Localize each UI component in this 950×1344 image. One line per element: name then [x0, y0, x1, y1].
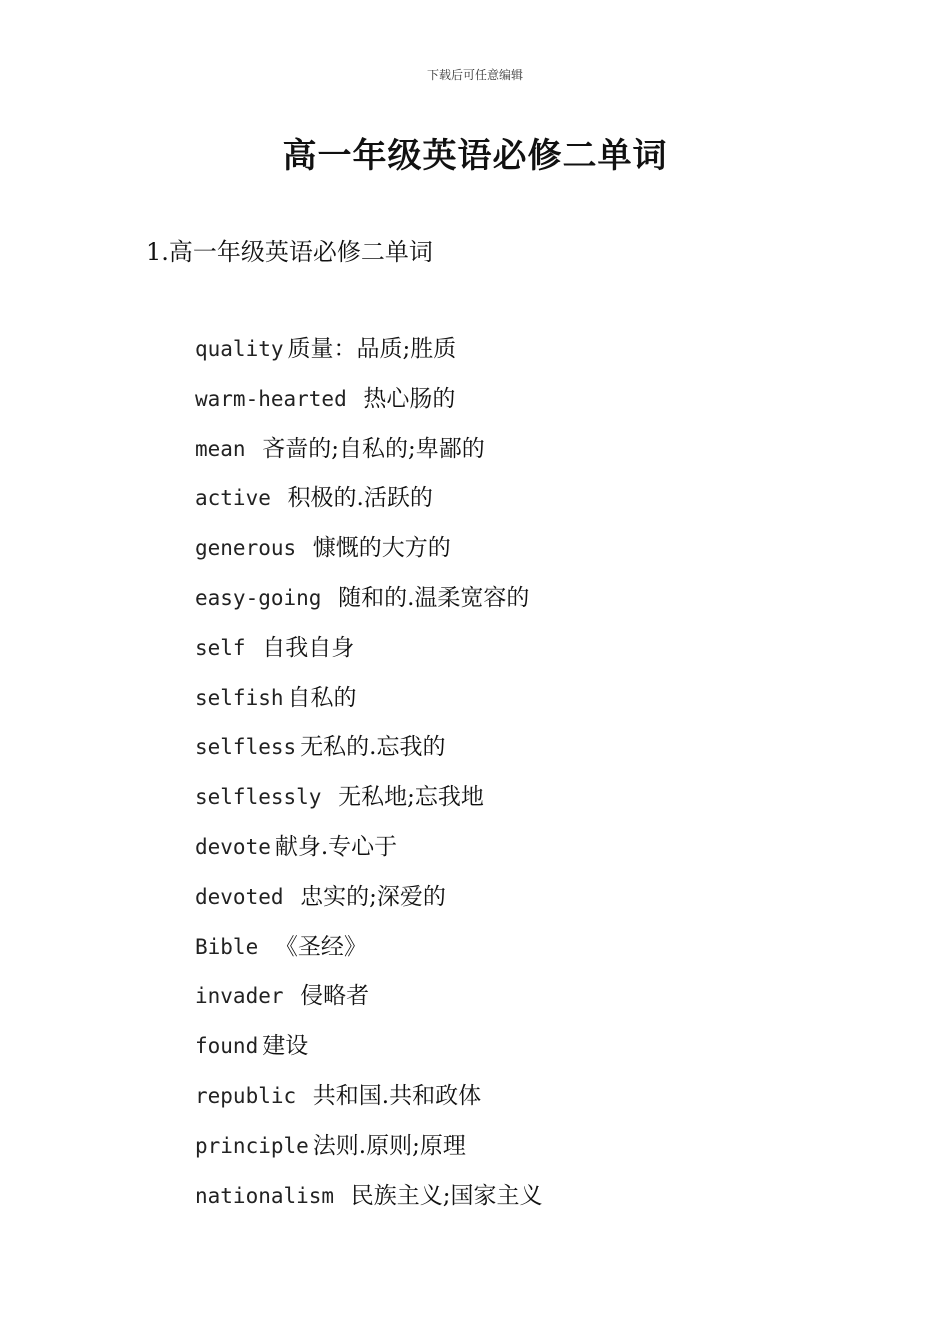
- vocabulary-entry: [195, 832, 542, 882]
- english-word: Bible: [195, 934, 271, 959]
- section-heading: 1.高一年级英语必修二单词: [146, 238, 433, 266]
- chinese-meaning: 慷慨的大方的: [312, 535, 451, 562]
- chinese-meaning: 质量：品质;胜质: [287, 336, 457, 362]
- english-word: quality: [195, 337, 284, 361]
- chinese-meaning: 侵略者: [300, 983, 370, 1010]
- vocabulary-list: [195, 334, 542, 1230]
- english-word: warm-hearted: [195, 386, 360, 411]
- vocabulary-entry: [195, 1131, 542, 1181]
- english-word: found: [195, 1034, 259, 1059]
- english-word: republic: [195, 1083, 309, 1108]
- english-word: active: [195, 486, 284, 511]
- vocabulary-entry: [195, 981, 542, 1031]
- vocabulary-entry: [195, 1181, 542, 1231]
- document-title: 高一年级英语必修二单词: [282, 136, 668, 176]
- vocabulary-entry: [195, 683, 542, 733]
- header-note: 下载后可任意编辑: [426, 68, 523, 82]
- vocabulary-entry: [195, 533, 542, 583]
- vocabulary-entry: [195, 583, 542, 633]
- vocabulary-entry: [195, 334, 542, 384]
- english-word: selfish: [195, 685, 284, 710]
- english-word: devoted: [195, 884, 297, 909]
- chinese-meaning: 自私的: [287, 684, 357, 711]
- english-word: devote: [195, 834, 271, 859]
- chinese-meaning: 《圣经》: [274, 933, 367, 960]
- english-word: invader: [195, 984, 297, 1009]
- english-word: selfless: [195, 735, 297, 760]
- vocabulary-entry: [195, 932, 542, 982]
- chinese-meaning: 随和的.温柔宽容的: [338, 584, 530, 611]
- english-word: generous: [195, 536, 309, 561]
- chinese-meaning: 忠实的;深爱的: [300, 883, 446, 910]
- english-word: selflessly: [195, 785, 335, 810]
- chinese-meaning: 无私地;忘我地: [338, 784, 484, 811]
- vocabulary-entry: [195, 483, 542, 533]
- vocabulary-entry: [195, 882, 542, 932]
- vocabulary-entry: [195, 384, 542, 434]
- chinese-meaning: 献身.专心于: [274, 833, 398, 860]
- vocabulary-entry: [195, 434, 542, 484]
- chinese-meaning: 积极的.活跃的: [287, 485, 433, 512]
- vocabulary-entry: [195, 1081, 542, 1131]
- chinese-meaning: 吝啬的;自私的;卑鄙的: [262, 435, 485, 462]
- english-word: principle: [195, 1133, 309, 1158]
- chinese-meaning: 民族主义;国家主义: [350, 1182, 543, 1209]
- vocabulary-entry: [195, 782, 542, 832]
- english-word: self: [195, 635, 259, 660]
- english-word: nationalism: [195, 1183, 347, 1208]
- chinese-meaning: 共和国.共和政体: [312, 1082, 482, 1109]
- vocabulary-entry: [195, 1031, 542, 1081]
- chinese-meaning: 无私的.忘我的: [300, 734, 446, 761]
- chinese-meaning: 法则.原则;原理: [312, 1132, 466, 1159]
- english-word: easy-going: [195, 585, 335, 610]
- vocabulary-entry: [195, 732, 542, 782]
- vocabulary-entry: [195, 633, 542, 683]
- english-word: mean: [195, 436, 259, 461]
- chinese-meaning: 热心肠的: [363, 385, 456, 412]
- chinese-meaning: 建设: [262, 1033, 309, 1060]
- chinese-meaning: 自我自身: [262, 634, 355, 661]
